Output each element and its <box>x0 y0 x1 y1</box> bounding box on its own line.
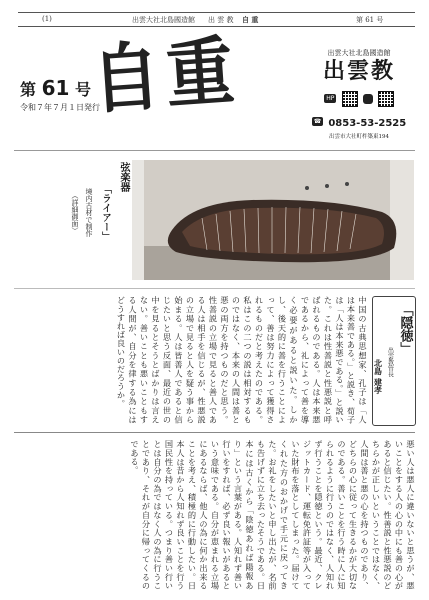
issue-label-pre: 第 <box>20 80 37 99</box>
org-small: 出雲大社北島國造館 <box>327 49 391 57</box>
issue-label-post: 号 <box>75 80 92 99</box>
issue-block <box>20 76 91 100</box>
page-number: (1) <box>42 15 52 23</box>
photo-note-2: （詳細御面） <box>71 192 79 234</box>
lyre-photo <box>132 160 414 280</box>
hp-qr-code-icon[interactable] <box>342 91 358 107</box>
phone-icon: ☎ <box>313 118 322 125</box>
article-title-box <box>372 296 416 426</box>
header-issue: 第 61 号 <box>356 16 384 24</box>
article-author-role: 出雲教管長 <box>386 347 394 377</box>
header-rule-top <box>18 12 415 13</box>
hp-badge[interactable]: HP <box>326 95 335 102</box>
photo-note-1: 境内古材で制作 <box>85 188 93 237</box>
header-paper: 出 雲 教 <box>208 16 234 24</box>
article-column-right: 悪い人は悪人に違いないと思うが、悪いことをする人の心の中にも善の心があると信じたい。性善説と性悪説のどちらかが正しいということではなく、人間は善と悪の心を持つものであり、どちらの心に従って生きるかが大切なのである。善いことを行う時に人に知られるように行うのではなく、人知れず行うことを隠徳という。最近、クレジットカード、運転免許証等が入っていた財布を落としてしまった。届けてくれた方のおかげで手元に戻ってきた。お礼をしたいと申し出たが、名前も告げずに立ち去ったそうである。日本には古くから「陰徳あれば陽報あり」という言葉がある。人知れず善い行いをすれば、必ず良い報いがあるという意味である。自分が恵まれる立場にあるならば、他人の為に何か出来ることを考え、積極的に行動したい。日本人は昔から人知れず良いことを行う国民性を持っている。つまり善い行いとは自分の為ではなく人の為に行うことであり、それが自分に帰ってくるのである。 <box>130 440 416 590</box>
header-rule-bottom <box>18 26 415 27</box>
masthead-title <box>89 26 243 126</box>
issue-number: 61 <box>41 76 70 100</box>
phone-number: 0853-53-2525 <box>328 118 407 129</box>
lyre-photo-graphic <box>132 160 414 280</box>
article-title: 「隠徳」 <box>397 303 413 355</box>
article-mid-rule <box>14 432 415 433</box>
photo-title-3: 「ライアー」 <box>100 184 111 241</box>
masthead-title-text: 自重 <box>89 26 243 126</box>
header-publisher: 出雲大社北島國造館 <box>132 16 195 24</box>
article-column-left: 中国の古典思想家、孔子は「人は本来善である。」と説き、荀子は「人は本来悪である。」と説いた。これは性善説と性悪説と呼ばれるものである。人は本来悪であるから、礼によって善を導く必要があると説いた。しかし、後天的に善を行うことによって、善は努力によって獲得されるものだと考えたのである。私はこの二つの説は相対するものではなく、本来の人間は善と悪の両方を持つものだと思う。性善説の立場で見ると善人である人は相手を信じるが、性悪説の立場で見ると人を疑う事から始まる。人は皆善人であると信じたいと思う反面、最近の世の中を見るとそうとばかりは言えない。善いことも悪いこともする人間が、自分を律する為にはどうすれば良いのだろうか。 <box>116 296 368 424</box>
issue-date: 令和７年７月１日発行 <box>20 103 100 112</box>
article-author: 北島 建孝 <box>373 359 384 394</box>
photo-title-2: 弦楽器 <box>118 162 129 192</box>
phone-row <box>300 111 418 130</box>
masthead-rule <box>14 150 415 151</box>
address: 出雲市大社町杵築東194 <box>329 134 389 140</box>
org-links-row <box>300 88 418 107</box>
instagram-icon[interactable] <box>363 94 373 104</box>
photo-rule <box>14 288 415 289</box>
org-box <box>300 48 418 140</box>
org-name: 出雲教 <box>322 58 395 84</box>
instagram-qr-code-icon[interactable] <box>378 91 394 107</box>
header-title: 自 重 <box>242 15 259 24</box>
